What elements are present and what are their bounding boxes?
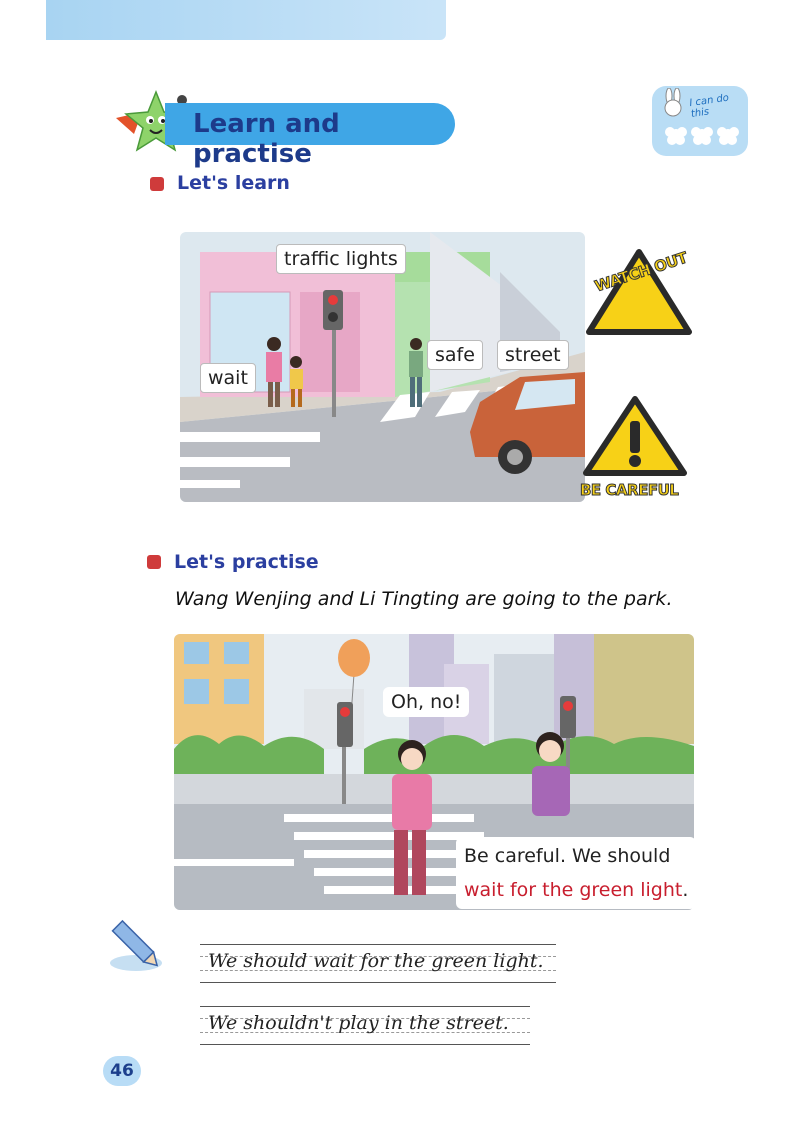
page-number-badge (103, 1056, 141, 1086)
watch-out-text: WATCH OUT (592, 248, 690, 296)
badge-text: I can do this (688, 92, 730, 120)
speech-be-careful-line1: Be careful. We should (464, 845, 671, 867)
speech-bubble-oh-no (383, 687, 469, 717)
bunny-icon (658, 88, 688, 118)
practise-bullet (147, 555, 161, 569)
speech-bubble-be-careful (456, 837, 696, 909)
learn-bullet (150, 177, 164, 191)
be-careful-text: BE CAREFUL (580, 481, 679, 499)
label-traffic-lights: traffic lights (276, 244, 406, 274)
practise-intro: Wang Wenjing and Li Tingting are going to the park. (175, 588, 673, 610)
label-street: street (497, 340, 569, 370)
flower-icons (662, 120, 742, 150)
label-wait: wait (200, 363, 256, 393)
section-title: Learn and practise (193, 109, 340, 169)
writing-line-1 (200, 944, 556, 984)
page-number: 46 (110, 1061, 134, 1081)
pencil-icon (108, 915, 170, 975)
label-safe: safe (427, 340, 483, 370)
learn-heading: Let's learn (177, 172, 290, 194)
section-title-banner (165, 103, 455, 169)
practise-heading: Let's practise (174, 551, 319, 573)
writing-line-2 (200, 1006, 530, 1046)
writing-sentence-2: We shouldn't play in the street. (208, 1012, 509, 1034)
i-can-do-this-badge (652, 86, 748, 156)
top-banner (46, 0, 446, 40)
writing-sentence-1: We should wait for the green light. (208, 950, 544, 972)
be-careful-sign-icon (582, 395, 688, 479)
speech-oh-no-text: Oh, no! (391, 691, 462, 713)
speech-be-careful-line2: wait for the green light (464, 879, 683, 901)
speech-be-careful-period: . (682, 879, 689, 901)
